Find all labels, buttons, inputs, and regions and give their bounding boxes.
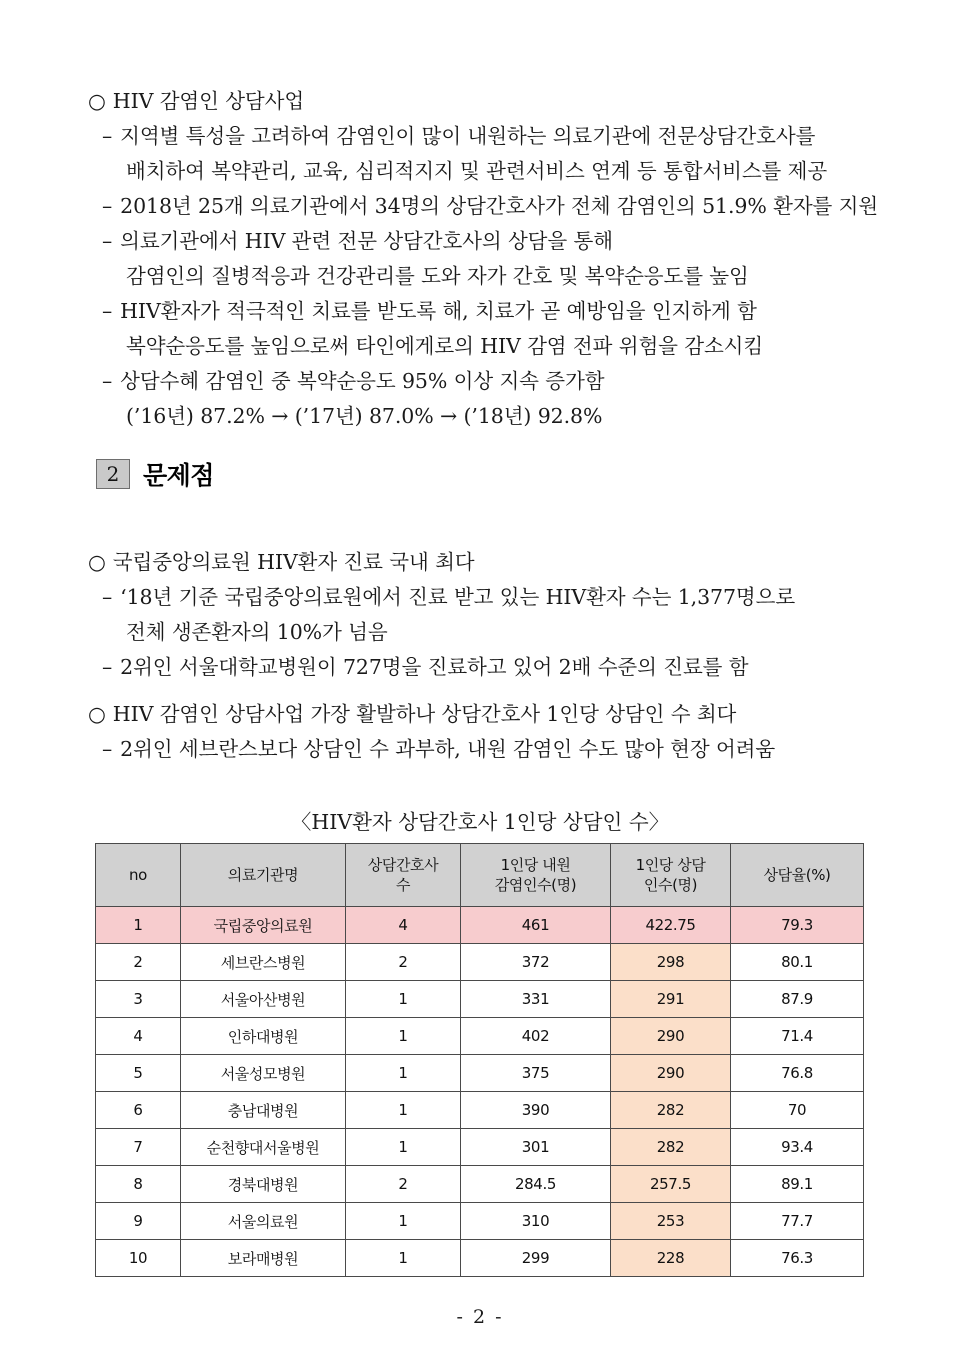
dash-bullet-icon: –: [102, 585, 113, 609]
heading-text: HIV 감염인 상담사업 가장 활발하나 상담간호사 1인당 상담인 수 최다: [112, 702, 737, 726]
line-text: 복약순응도를 높임으로써 타인에게로의 HIV 감염 전파 위험을 감소시킴: [126, 334, 764, 358]
bullet-line: [88, 732, 890, 767]
circle-bullet-icon: ○: [88, 89, 106, 113]
bullet-heading: [88, 84, 890, 119]
bullet-line: [88, 364, 890, 399]
cell-consults: 290: [611, 1055, 731, 1092]
line-text: 감염인의 질병적응과 건강관리를 도와 자가 간호 및 복약순응도를 높임: [126, 264, 749, 288]
cell-consults: 282: [611, 1129, 731, 1166]
circle-bullet-icon: ○: [88, 550, 106, 574]
table-row: [96, 1129, 864, 1166]
cell-consults: 257.5: [611, 1166, 731, 1203]
line-text: ‘18년 기준 국립중앙의료원에서 진료 받고 있는 HIV환자 수는 1,377명으로: [120, 585, 796, 609]
continuation-line: [88, 329, 890, 364]
cell-consults: 290: [611, 1018, 731, 1055]
cell-visits: 372: [461, 944, 611, 981]
cell-rate: 79.3: [731, 907, 864, 944]
bullet-line: [88, 224, 890, 259]
dash-bullet-icon: –: [102, 194, 113, 218]
adherence-trend-line: [88, 399, 890, 434]
heading-text: HIV 감염인 상담사업: [112, 89, 305, 113]
cell-visits: 299: [461, 1240, 611, 1277]
cell-no: 4: [96, 1018, 181, 1055]
cell-institution: 서울의료원: [181, 1203, 346, 1240]
cell-institution: 경북대병원: [181, 1166, 346, 1203]
page-number-footer: - 2 -: [456, 1306, 504, 1328]
cell-visits: 301: [461, 1129, 611, 1166]
column-header-counseling-rate: 상담율(%): [731, 844, 864, 907]
header-line-1: 1인당 상담: [635, 856, 706, 874]
cell-institution: 순천향대서울병원: [181, 1129, 346, 1166]
line-text: 상담수혜 감염인 중 복약순응도 95% 이상 지속 증가함: [120, 369, 605, 393]
cell-nurse-count: 1: [346, 1240, 461, 1277]
table-row: [96, 1166, 864, 1203]
cell-no: 10: [96, 1240, 181, 1277]
cell-nurse-count: 1: [346, 1055, 461, 1092]
cell-visits: 390: [461, 1092, 611, 1129]
table-row: [96, 907, 864, 944]
cell-visits: 375: [461, 1055, 611, 1092]
line-text: 지역별 특성을 고려하여 감염인이 많이 내원하는 의료기관에 전문상담간호사를: [120, 124, 816, 148]
cell-nurse-count: 2: [346, 944, 461, 981]
header-line-1: 상담간호사: [367, 856, 439, 874]
cell-no: 8: [96, 1166, 181, 1203]
cell-institution: 보라매병원: [181, 1240, 346, 1277]
bullet-line: [88, 294, 890, 329]
dash-bullet-icon: –: [102, 737, 113, 761]
cell-rate: 71.4: [731, 1018, 864, 1055]
cell-rate: 70: [731, 1092, 864, 1129]
section-counselor-workload: [88, 697, 890, 767]
dash-bullet-icon: –: [102, 229, 113, 253]
dash-bullet-icon: –: [102, 655, 113, 679]
cell-consults: 291: [611, 981, 731, 1018]
bullet-heading: [88, 545, 890, 580]
cell-rate: 76.8: [731, 1055, 864, 1092]
cell-no: 1: [96, 907, 181, 944]
table-row: [96, 944, 864, 981]
cell-nurse-count: 1: [346, 1018, 461, 1055]
dash-bullet-icon: –: [102, 124, 113, 148]
cell-institution: 국립중앙의료원: [181, 907, 346, 944]
circle-bullet-icon: ○: [88, 702, 106, 726]
cell-nurse-count: 1: [346, 1092, 461, 1129]
table-row: [96, 981, 864, 1018]
cell-no: 5: [96, 1055, 181, 1092]
cell-rate: 93.4: [731, 1129, 864, 1166]
column-header-consults-per-nurse: [611, 844, 731, 907]
cell-consults: 228: [611, 1240, 731, 1277]
table-header: [96, 844, 864, 907]
cell-rate: 76.3: [731, 1240, 864, 1277]
header-line-2: 감염인수(명): [494, 876, 577, 894]
cell-institution: 충남대병원: [181, 1092, 346, 1129]
cell-institution: 서울아산병원: [181, 981, 346, 1018]
dash-bullet-icon: –: [102, 299, 113, 323]
line-text: 2위인 서울대학교병원이 727명을 진료하고 있어 2배 수준의 진료를 함: [120, 655, 749, 679]
header-line-2: 인수(명): [643, 876, 698, 894]
table-caption: 〈HIV환자 상담간호사 1인당 상담인 수〉: [290, 810, 670, 834]
cell-rate: 77.7: [731, 1203, 864, 1240]
bullet-heading: [88, 697, 890, 732]
section-title-text: 문제점: [143, 461, 214, 490]
cell-no: 3: [96, 981, 181, 1018]
dash-bullet-icon: –: [102, 369, 113, 393]
header-line-1: 1인당 내원: [500, 856, 571, 874]
cell-no: 6: [96, 1092, 181, 1129]
cell-rate: 89.1: [731, 1166, 864, 1203]
cell-rate: 87.9: [731, 981, 864, 1018]
table-row: [96, 1240, 864, 1277]
line-text: 의료기관에서 HIV 관련 전문 상담간호사의 상담을 통해: [120, 229, 613, 253]
cell-visits: 331: [461, 981, 611, 1018]
line-text: 배치하여 복약관리, 교육, 심리적지지 및 관련서비스 연계 등 통합서비스를 제공: [126, 159, 828, 183]
cell-nurse-count: 1: [346, 1203, 461, 1240]
cell-institution: 인하대병원: [181, 1018, 346, 1055]
column-header-nurse-count: [346, 844, 461, 907]
table-row: [96, 1092, 864, 1129]
table-row: [96, 1203, 864, 1240]
cell-institution: 서울성모병원: [181, 1055, 346, 1092]
line-text: 전체 생존환자의 10%가 넘음: [126, 620, 388, 644]
cell-nurse-count: 2: [346, 1166, 461, 1203]
column-header-visits-per-nurse: [461, 844, 611, 907]
bullet-line: [88, 189, 890, 224]
column-header-institution: 의료기관명: [181, 844, 346, 907]
cell-nurse-count: 4: [346, 907, 461, 944]
bullet-line: [88, 119, 890, 154]
cell-nurse-count: 1: [346, 1129, 461, 1166]
heading-text: 국립중앙의료원 HIV환자 진료 국내 최다: [112, 550, 475, 574]
column-header-no: no: [96, 844, 181, 907]
bullet-line: [88, 650, 890, 685]
header-line-2: 수: [395, 876, 411, 894]
section-number-box: 2: [96, 459, 130, 489]
cell-consults: 298: [611, 944, 731, 981]
continuation-line: [88, 615, 890, 650]
counseling-load-table: [95, 843, 864, 1277]
cell-no: 2: [96, 944, 181, 981]
cell-visits: 402: [461, 1018, 611, 1055]
line-text: 2위인 세브란스보다 상담인 수 과부하, 내원 감염인 수도 많아 현장 어려움: [120, 737, 776, 761]
section-hiv-counseling-program: [88, 84, 890, 434]
cell-visits: 310: [461, 1203, 611, 1240]
cell-no: 7: [96, 1129, 181, 1166]
cell-consults: 282: [611, 1092, 731, 1129]
cell-nurse-count: 1: [346, 981, 461, 1018]
section-nmc-hiv-patients: [88, 545, 890, 685]
cell-no: 9: [96, 1203, 181, 1240]
table-row: [96, 1018, 864, 1055]
cell-consults: 422.75: [611, 907, 731, 944]
line-text: HIV환자가 적극적인 치료를 받도록 해, 치료가 곧 예방임을 인지하게 함: [120, 299, 757, 323]
table-body: [96, 907, 864, 1277]
cell-rate: 80.1: [731, 944, 864, 981]
continuation-line: [88, 259, 890, 294]
counseling-load-table-wrapper: [95, 843, 863, 1277]
table-row: [96, 1055, 864, 1092]
continuation-line: [88, 154, 890, 189]
table-header-row: [96, 844, 864, 907]
cell-institution: 세브란스병원: [181, 944, 346, 981]
cell-visits: 461: [461, 907, 611, 944]
line-text: (’16년) 87.2% → (’17년) 87.0% → (’18년) 92.8%: [126, 404, 603, 428]
section-heading-problems: [96, 456, 214, 492]
cell-visits: 284.5: [461, 1166, 611, 1203]
cell-consults: 253: [611, 1203, 731, 1240]
line-text: 2018년 25개 의료기관에서 34명의 상담간호사가 전체 감염인의 51.9% 환자를 지원: [120, 194, 879, 218]
bullet-line: [88, 580, 890, 615]
